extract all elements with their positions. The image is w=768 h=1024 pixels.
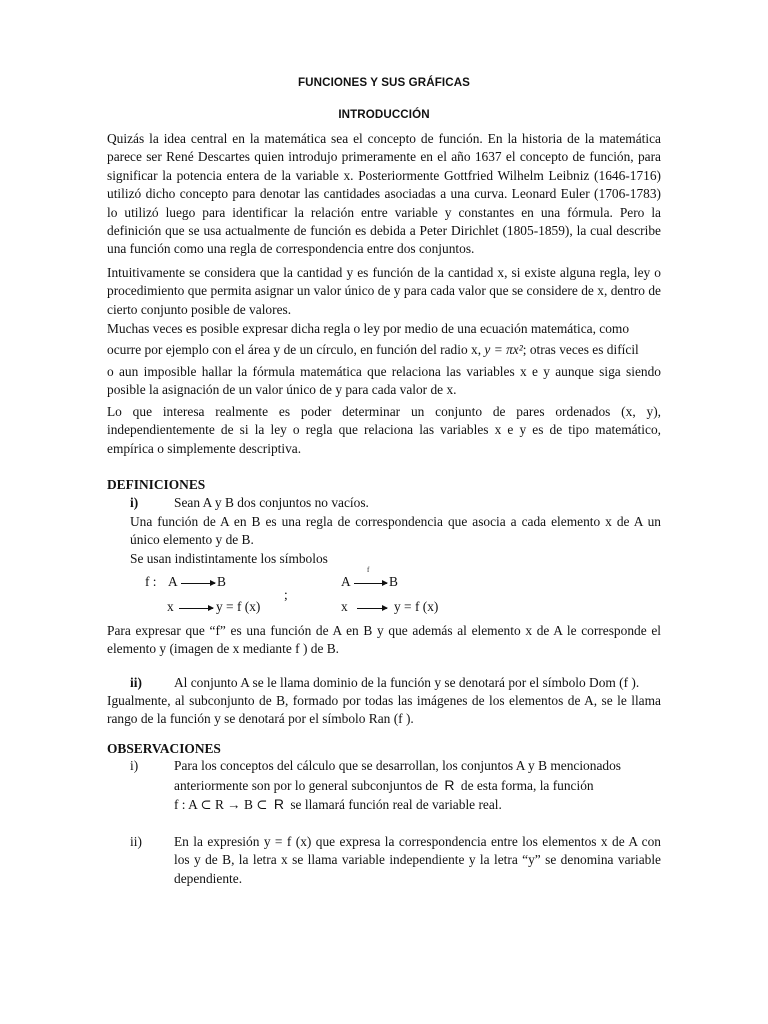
intro-paragraph-4: Lo que interesa realmente es poder determinar un conjunto de pares ordenados (x, y), independientemente de si la ley o regla que relaciona las variables x e y es de tipo matemático, empírica o simplemente descriptiva. (107, 404, 661, 456)
observation-i-line-2-post: de esta forma, la función (460, 778, 594, 793)
notation-set-b: B (217, 574, 226, 589)
circle-area-formula: y = πx² (484, 342, 523, 357)
definition-ii-line-1: Al conjunto A se le llama dominio de la función y se denotará por el símbolo Dom (f ). (174, 675, 640, 690)
observation-i-number: i) (130, 758, 139, 773)
definition-i-explanation: Para expresar que “f” es una función de A en B y que además al elemento x de A le corresponde el elemento y (imagen de x mediante f ) de B. (107, 623, 661, 657)
section-title-introduccion: INTRODUCCIÓN (338, 108, 430, 121)
observation-i-line-3-post: se llamará función real de variable real. (290, 797, 502, 812)
observation-i-line-2-pre: anteriormente son por lo general subconjuntos de (174, 778, 439, 793)
intro-paragraph-2: Intuitivamente se considera que la cantidad y es función de la cantidad x, si existe alguna regla, ley o procedimiento que permita asignar un valor único de y para cada valor que se considere de x, dentro de cierto conjunto posible de valores. (107, 265, 661, 317)
observation-ii-number: ii) (130, 834, 142, 849)
intro-paragraph-3-rest: o aun imposible hallar la fórmula matemática que relaciona las variables x e y aunque siga siendo posible la asignación de un valor único de y para cada valor de x. (107, 364, 661, 398)
notation-x-right: x (341, 599, 348, 614)
observation-i-line-1: Para los conceptos del cálculo que se desarrollan, los conjuntos A y B mencionados (174, 758, 621, 773)
notation-set-b-right: B (389, 574, 398, 589)
intro-paragraph-3-line-2 (107, 341, 639, 359)
observation-ii-text: En la expresión y = f (x) que expresa la correspondencia entre los elementos x de A con los y de B, la letra x se llama variable independiente y la letra “y” se denomina variable dependiente. (174, 834, 661, 886)
arrow-icon (179, 608, 213, 609)
definition-i-number: i) (130, 495, 139, 510)
definition-i-line-1: Sean A y B dos conjuntos no vacíos. (174, 495, 369, 510)
observation-i-line-2 (174, 776, 594, 795)
definition-ii-number: ii) (130, 675, 142, 690)
definitions-heading: DEFINICIONES (107, 477, 206, 492)
intro-p3-text-post: ; otras veces es difícil (522, 342, 639, 357)
real-numbers-symbol: R (444, 777, 455, 793)
arrow-icon (181, 583, 215, 584)
intro-paragraph-1: Quizás la idea central en la matemática sea el concepto de función. En la historia de la matemática parece ser René Descartes quien introdujo primeramente en el año 1637 el concepto de función, para significar la potencia entera de la variable x. Posteriormente Gottfried Wilhelm Leibniz (1646-1716) utilizó dicho concepto para denotar las cantidades asociadas a una curva. Leonard Euler (1706-1783) lo utilizó luego para identificar la relación entre variable y constantes en una fórmula. Pero la definición que se usa actualmente de función es debida a Peter Dirichlet (1805-1859), la cual describe una función como una regla de correspondencia entre dos conjuntos. (107, 131, 661, 257)
arrow-icon (354, 583, 387, 584)
notation-y-eq-fx-right: y = f (x) (394, 599, 439, 614)
notation-f-label: f : (145, 574, 157, 589)
observation-i-line-3 (174, 795, 502, 814)
notation-f-superscript: f (367, 566, 370, 574)
observations-heading: OBSERVACIONES (107, 741, 221, 756)
definition-ii-text: Igualmente, al subconjunto de B, formado por todas las imágenes de los elementos de A, se le llama rango de la función y se denotará por el símbolo Ran (f ). (107, 693, 661, 727)
notation-separator: ; (284, 587, 288, 602)
notation-set-a: A (168, 574, 178, 589)
notation-x: x (167, 599, 174, 614)
definition-i-text: Una función de A en B es una regla de correspondencia que asocia a cada elemento x de A un único elemento y de B. (130, 514, 661, 548)
intro-p3-text: ocurre por ejemplo con el área y de un círculo, en función del radio x, (107, 342, 482, 357)
notation-set-a-right: A (341, 574, 351, 589)
intro-paragraph-3-line-1: Muchas veces es posible expresar dicha regla o ley por medio de una ecuación matemática, como (107, 321, 630, 336)
real-numbers-symbol: R (273, 796, 284, 812)
definition-i-symbols-text: Se usan indistintamente los símbolos (130, 551, 328, 566)
arrow-icon (357, 608, 387, 609)
real-function-formula: f : A ⊂ R → B ⊂ (174, 797, 268, 812)
notation-y-eq-fx: y = f (x) (216, 599, 261, 614)
document-title: FUNCIONES Y SUS GRÁFICAS (297, 76, 471, 89)
